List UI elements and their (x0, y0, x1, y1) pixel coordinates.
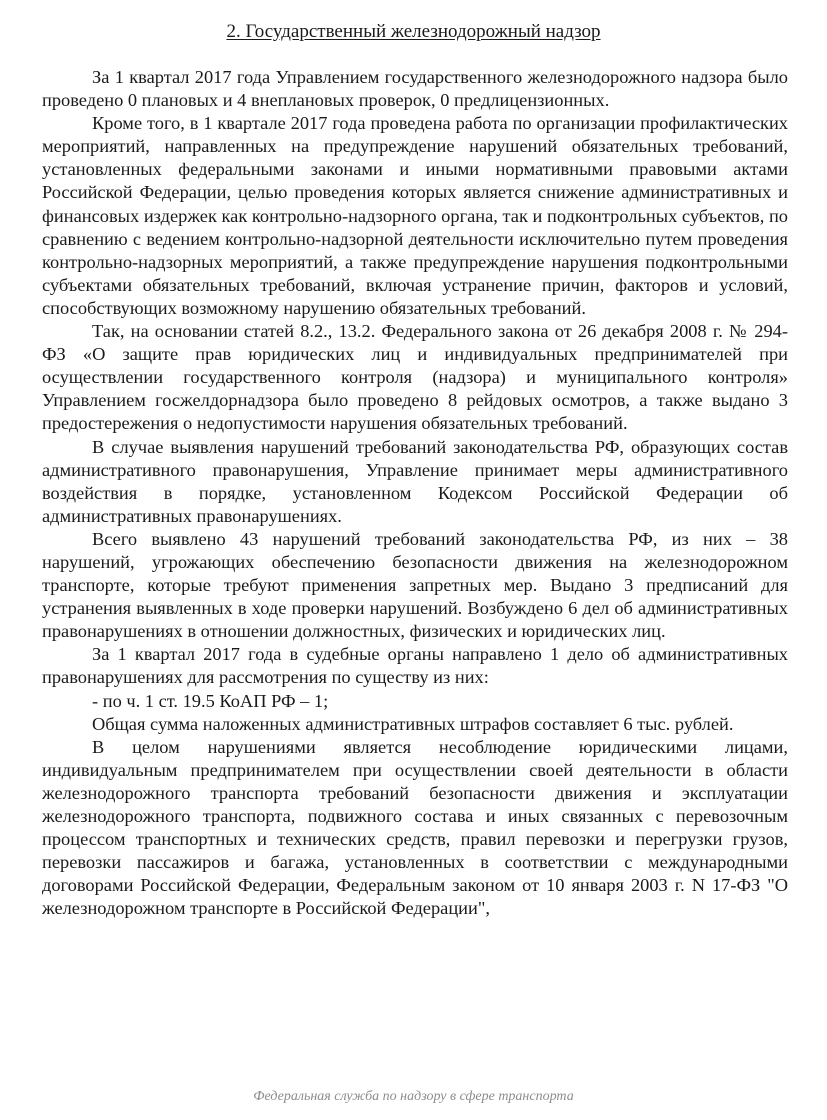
paragraph-violations-total: Всего выявлено 43 нарушений требований законодательства РФ, из них – 38 нарушений, угрожающих обеспечению безопасности движения на железнодорожном транспорте, которые требуют применения запретных мер. Выдано 3 предписаний для устранения выявленных в ходе проверки нарушений. Возбуждено 6 дел об административных правонарушениях в отношении должностных, физических и юридических лиц. (42, 528, 788, 642)
paragraph-administrative-measures: В случае выявления нарушений требований законодательства РФ, образующих состав административного правонарушения, Управление принимает меры административного воздействия в порядке, установленном Кодексом Российской Федерации об административных правонарушениях. (42, 436, 788, 526)
paragraph-inspections-count: За 1 квартал 2017 года Управлением государственного железнодорожного надзора было проведено 0 плановых и 4 внеплановых проверок, 0 предлицензионных. (42, 67, 788, 111)
page-footer: Федеральная служба по надзору в сфере транспорта (253, 1089, 574, 1104)
paragraph-koap-article: - по ч. 1 ст. 19.5 КоАП РФ – 1; (92, 690, 329, 711)
section-title-text: 2. Государственный железнодорожный надзор (226, 21, 601, 42)
document-body (42, 66, 788, 920)
paragraph-raid-inspections: Так, на основании статей 8.2., 13.2. Федерального закона от 26 декабря 2008 г. № 294-ФЗ «О защите прав юридических лиц и индивидуальных предпринимателей при осуществлении государственного контроля (надзора) и муниципального контроля» Управлением госжелдорнадзора было проведено 8 рейдовых осмотров, а также выдано 3 предостережения о недопустимости нарушения обязательных требований. (42, 321, 788, 434)
paragraph-violations-summary: В целом нарушениями является несоблюдение юридическими лицами, индивидуальным предпринимателем при осуществлении своей деятельности в области железнодорожного транспорта требований безопасности движения и эксплуатации железнодорожного транспорта, подвижного состава и иных связанных с перевозочным процессом транспортных и технических средств, правил перевозки и перегрузки грузов, перевозки пассажиров и багажа, установленных в соответствии с международными договорами Российской Федерации, Федеральным законом от 10 января 2003 г. N 17-ФЗ "О железнодорожном транспорте в Российской Федерации", (42, 736, 788, 919)
paragraph-court-cases: За 1 квартал 2017 года в судебные органы направлено 1 дело об административных правонарушениях для рассмотрения по существу из них: (42, 644, 788, 688)
paragraph-preventive-measures: Кроме того, в 1 квартале 2017 года проведена работа по организации профилактических мероприятий, направленных на предупреждение нарушений обязательных требований, установленных федеральными законами и иными нормативными правовыми актами Российской Федерации, целью проведения которых является снижение административных и финансовых издержек как контрольно-надзорного органа, так и подконтрольных субъектов, по сравнению с ведением контрольно-надзорной деятельности исключительно путем проведения контрольно-надзорных мероприятий, а также предупреждение нарушения подконтрольными субъектами обязательных требований, включая устранение причин, факторов и условий, способствующих возможному нарушению обязательных требований. (42, 113, 788, 318)
paragraph-fines-total: Общая сумма наложенных административных штрафов составляет 6 тыс. рублей. (92, 713, 734, 734)
section-title (0, 20, 827, 44)
